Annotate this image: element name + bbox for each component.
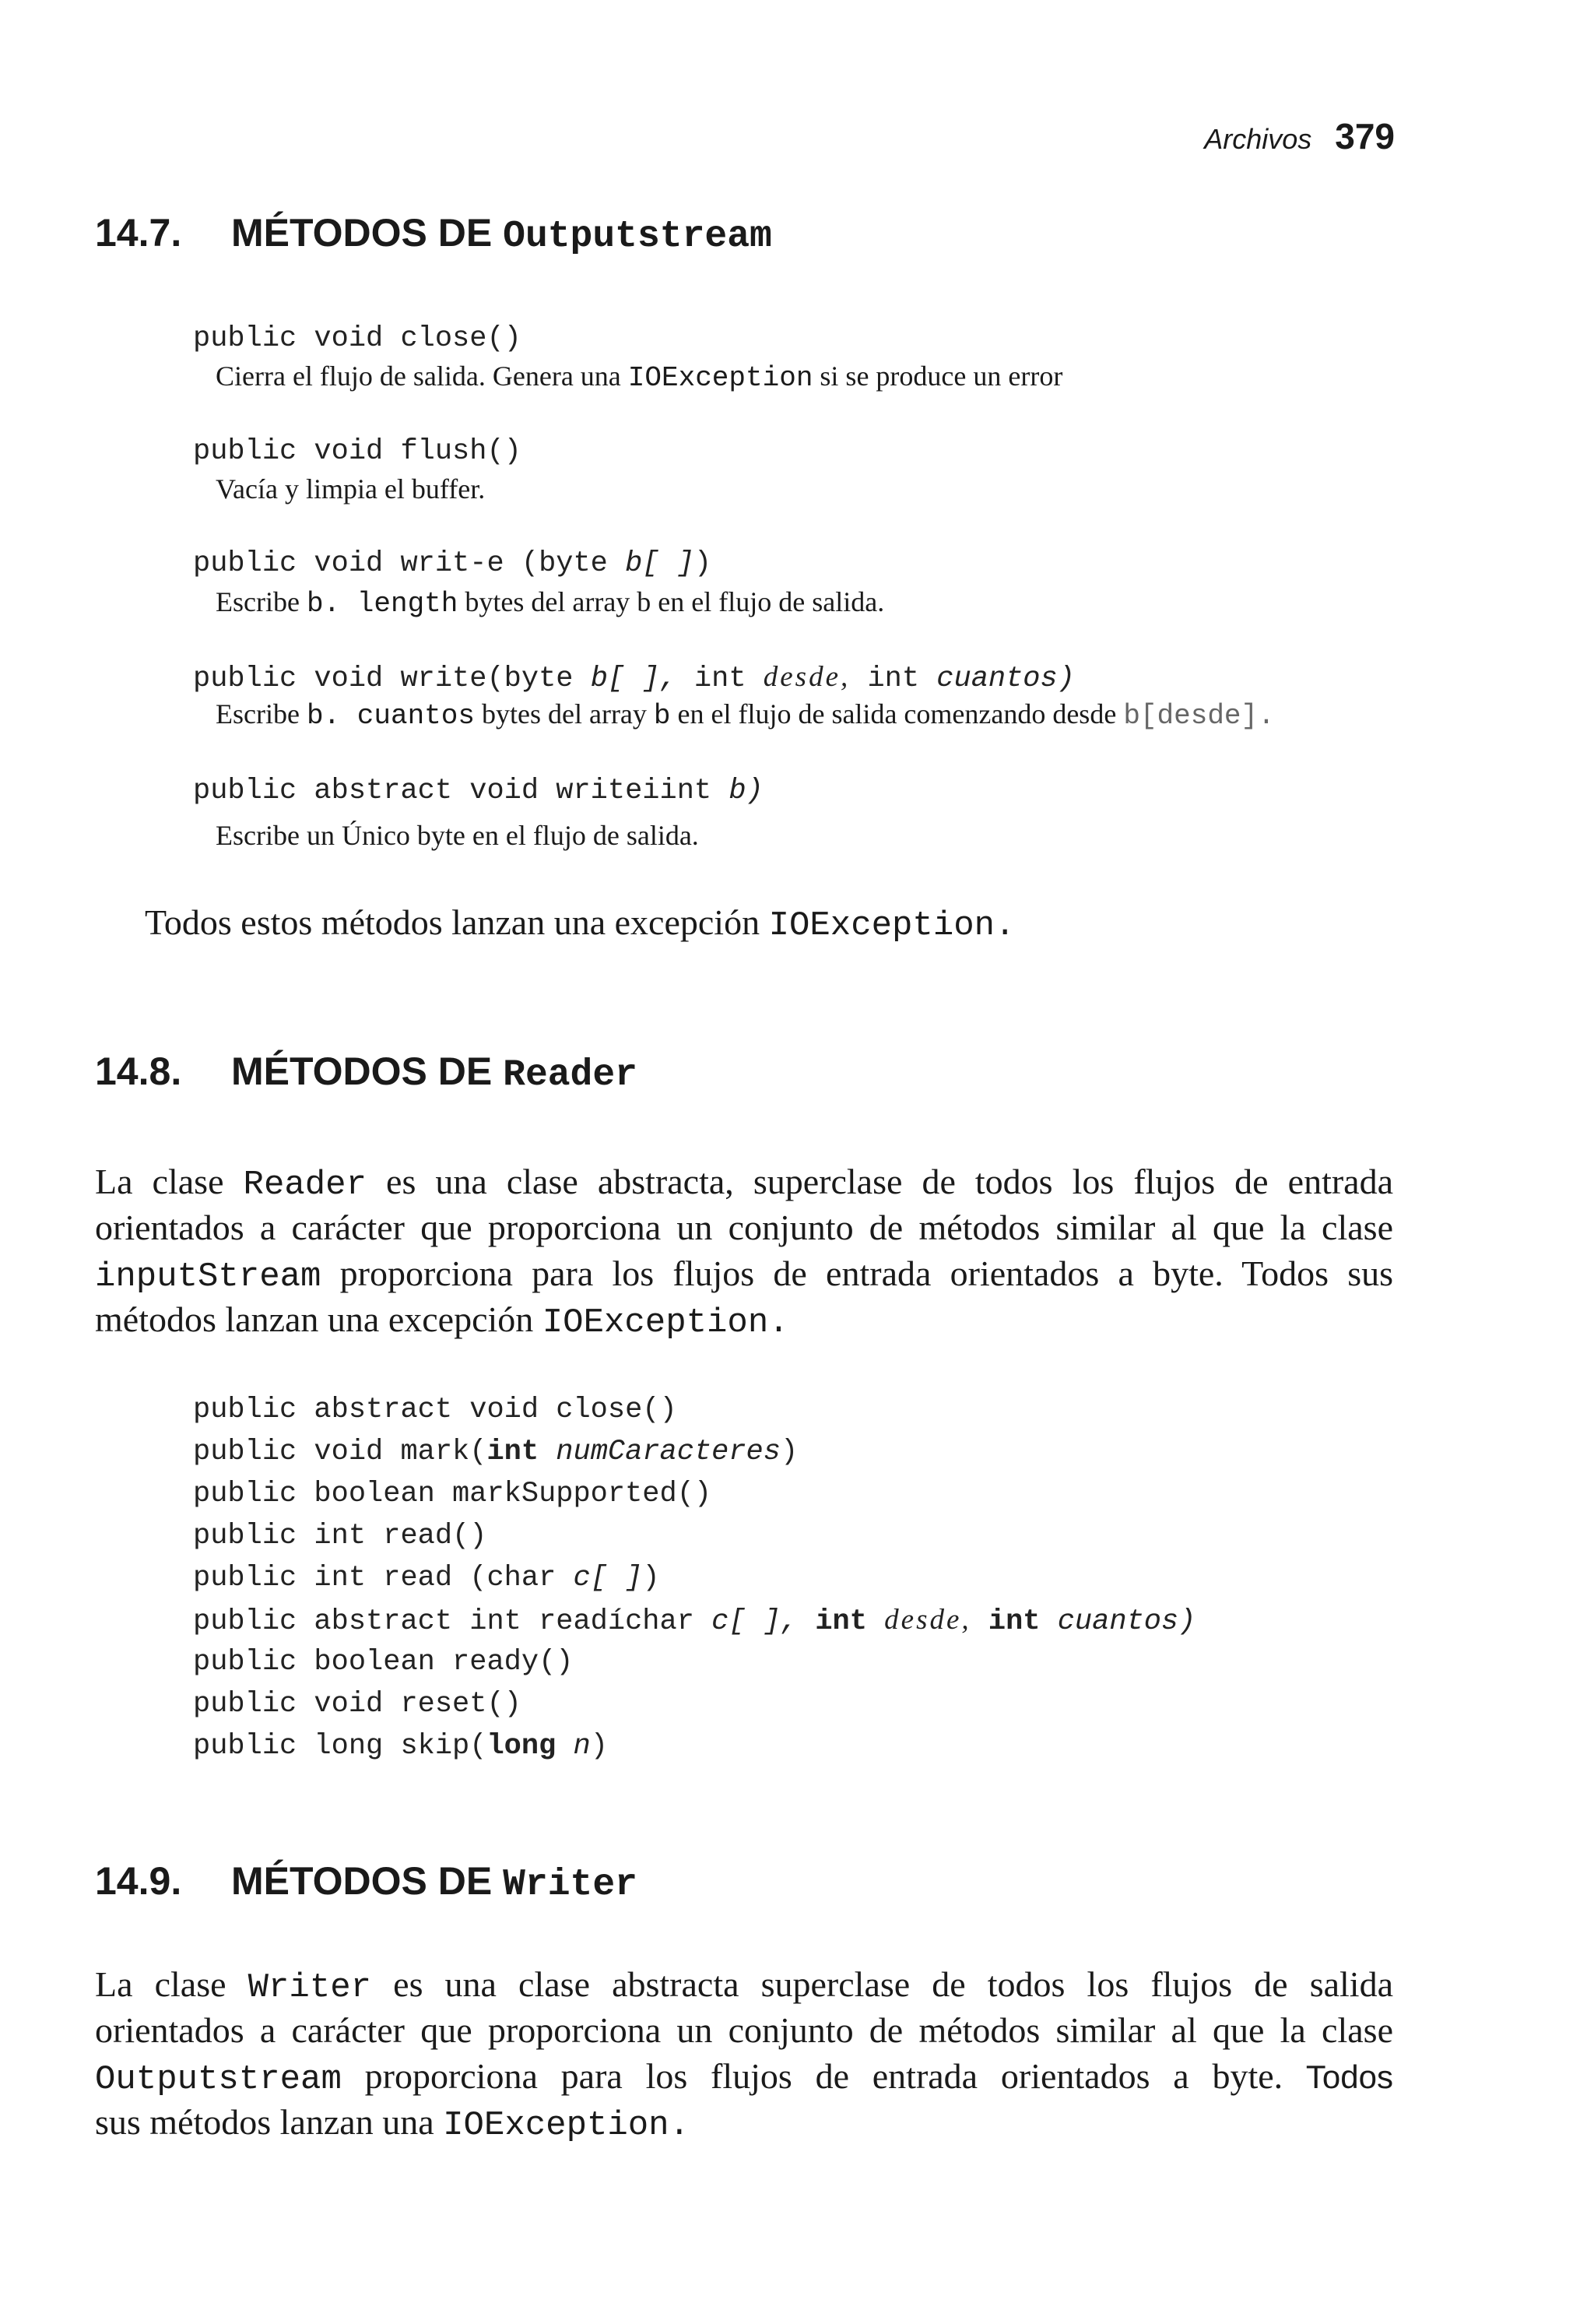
method-signature: public void mark(int numCaracteres): [193, 1436, 799, 1468]
section-paragraph: La clase Writer es una clase abstracta superclase de todos los flujos de salida orientados a carácter que proporciona un conjunto de métodos similar al que la clase Outputstream proporciona para los flujos de entrada orientados a byte. Todos sus métodos lanzan una IOException.: [95, 1964, 1393, 2145]
method-signature: public abstract void writeiint b): [193, 775, 764, 807]
running-head-title: Archivos: [1204, 123, 1312, 155]
running-head: [1204, 115, 1395, 157]
section-paragraph: La clase Reader es una clase abstracta, superclase de todos los flujos de entrada orientados a carácter que proporciona un conjunto de métodos similar al que la clase inputStream proporciona para los flujos de entrada orientados a byte. Todos sus métodos lanzan una excepción IOException.: [95, 1162, 1393, 1342]
section-title: MÉTODOS DE: [231, 1859, 493, 1903]
method-description: Vacía y limpia el buffer.: [216, 473, 486, 505]
method-signature: public abstract void close(): [193, 1394, 677, 1426]
method-signature: public void reset(): [193, 1688, 521, 1721]
method-signature: public void write(byte b[ ], int desde, int cuantos): [193, 661, 1075, 695]
method-signature: public boolean ready(): [193, 1646, 574, 1679]
method-description: Cierra el flujo de salida. Genera una IOException si se produce un error: [216, 360, 1063, 394]
method-signature: public long skip(long n): [193, 1730, 608, 1763]
method-signature: public void writ-e (byte b[ ]): [193, 547, 712, 580]
method-signature: public void close(): [193, 322, 521, 355]
section-number: 14.8.: [95, 1049, 182, 1093]
method-description: Escribe un Único byte en el flujo de salida.: [216, 820, 699, 851]
method-description: Escribe b. length bytes del array b en el flujo de salida.: [216, 586, 885, 620]
page-number: 379: [1335, 116, 1395, 156]
method-signature: public int read (char c[ ]): [193, 1562, 660, 1594]
method-signature: public boolean markSupported(): [193, 1478, 712, 1510]
section-number: 14.9.: [95, 1859, 182, 1903]
method-list: [193, 1389, 1196, 1767]
section-class-name: Writer: [503, 1864, 637, 1906]
section-note: Todos estos métodos lanzan una excepción IOException.: [145, 902, 1016, 945]
section-number: 14.7.: [95, 211, 182, 255]
section-class-name: Reader: [503, 1054, 637, 1096]
method-signature: public void flush(): [193, 435, 521, 468]
method-description: Escribe b. cuantos bytes del array b en el flujo de salida comenzando desde b[desde].: [216, 698, 1275, 732]
method-signature: public abstract int readíchar c[ ], int desde, int cuantos): [193, 1604, 1196, 1638]
section-14-9-heading: [95, 1858, 637, 1906]
section-14-8-heading: [95, 1049, 637, 1096]
section-title: MÉTODOS DE: [231, 211, 493, 255]
section-class-name: Outputstream: [503, 216, 772, 258]
section-14-7-heading: [95, 210, 772, 258]
section-title: MÉTODOS DE: [231, 1049, 493, 1093]
method-signature: public int read(): [193, 1520, 487, 1552]
